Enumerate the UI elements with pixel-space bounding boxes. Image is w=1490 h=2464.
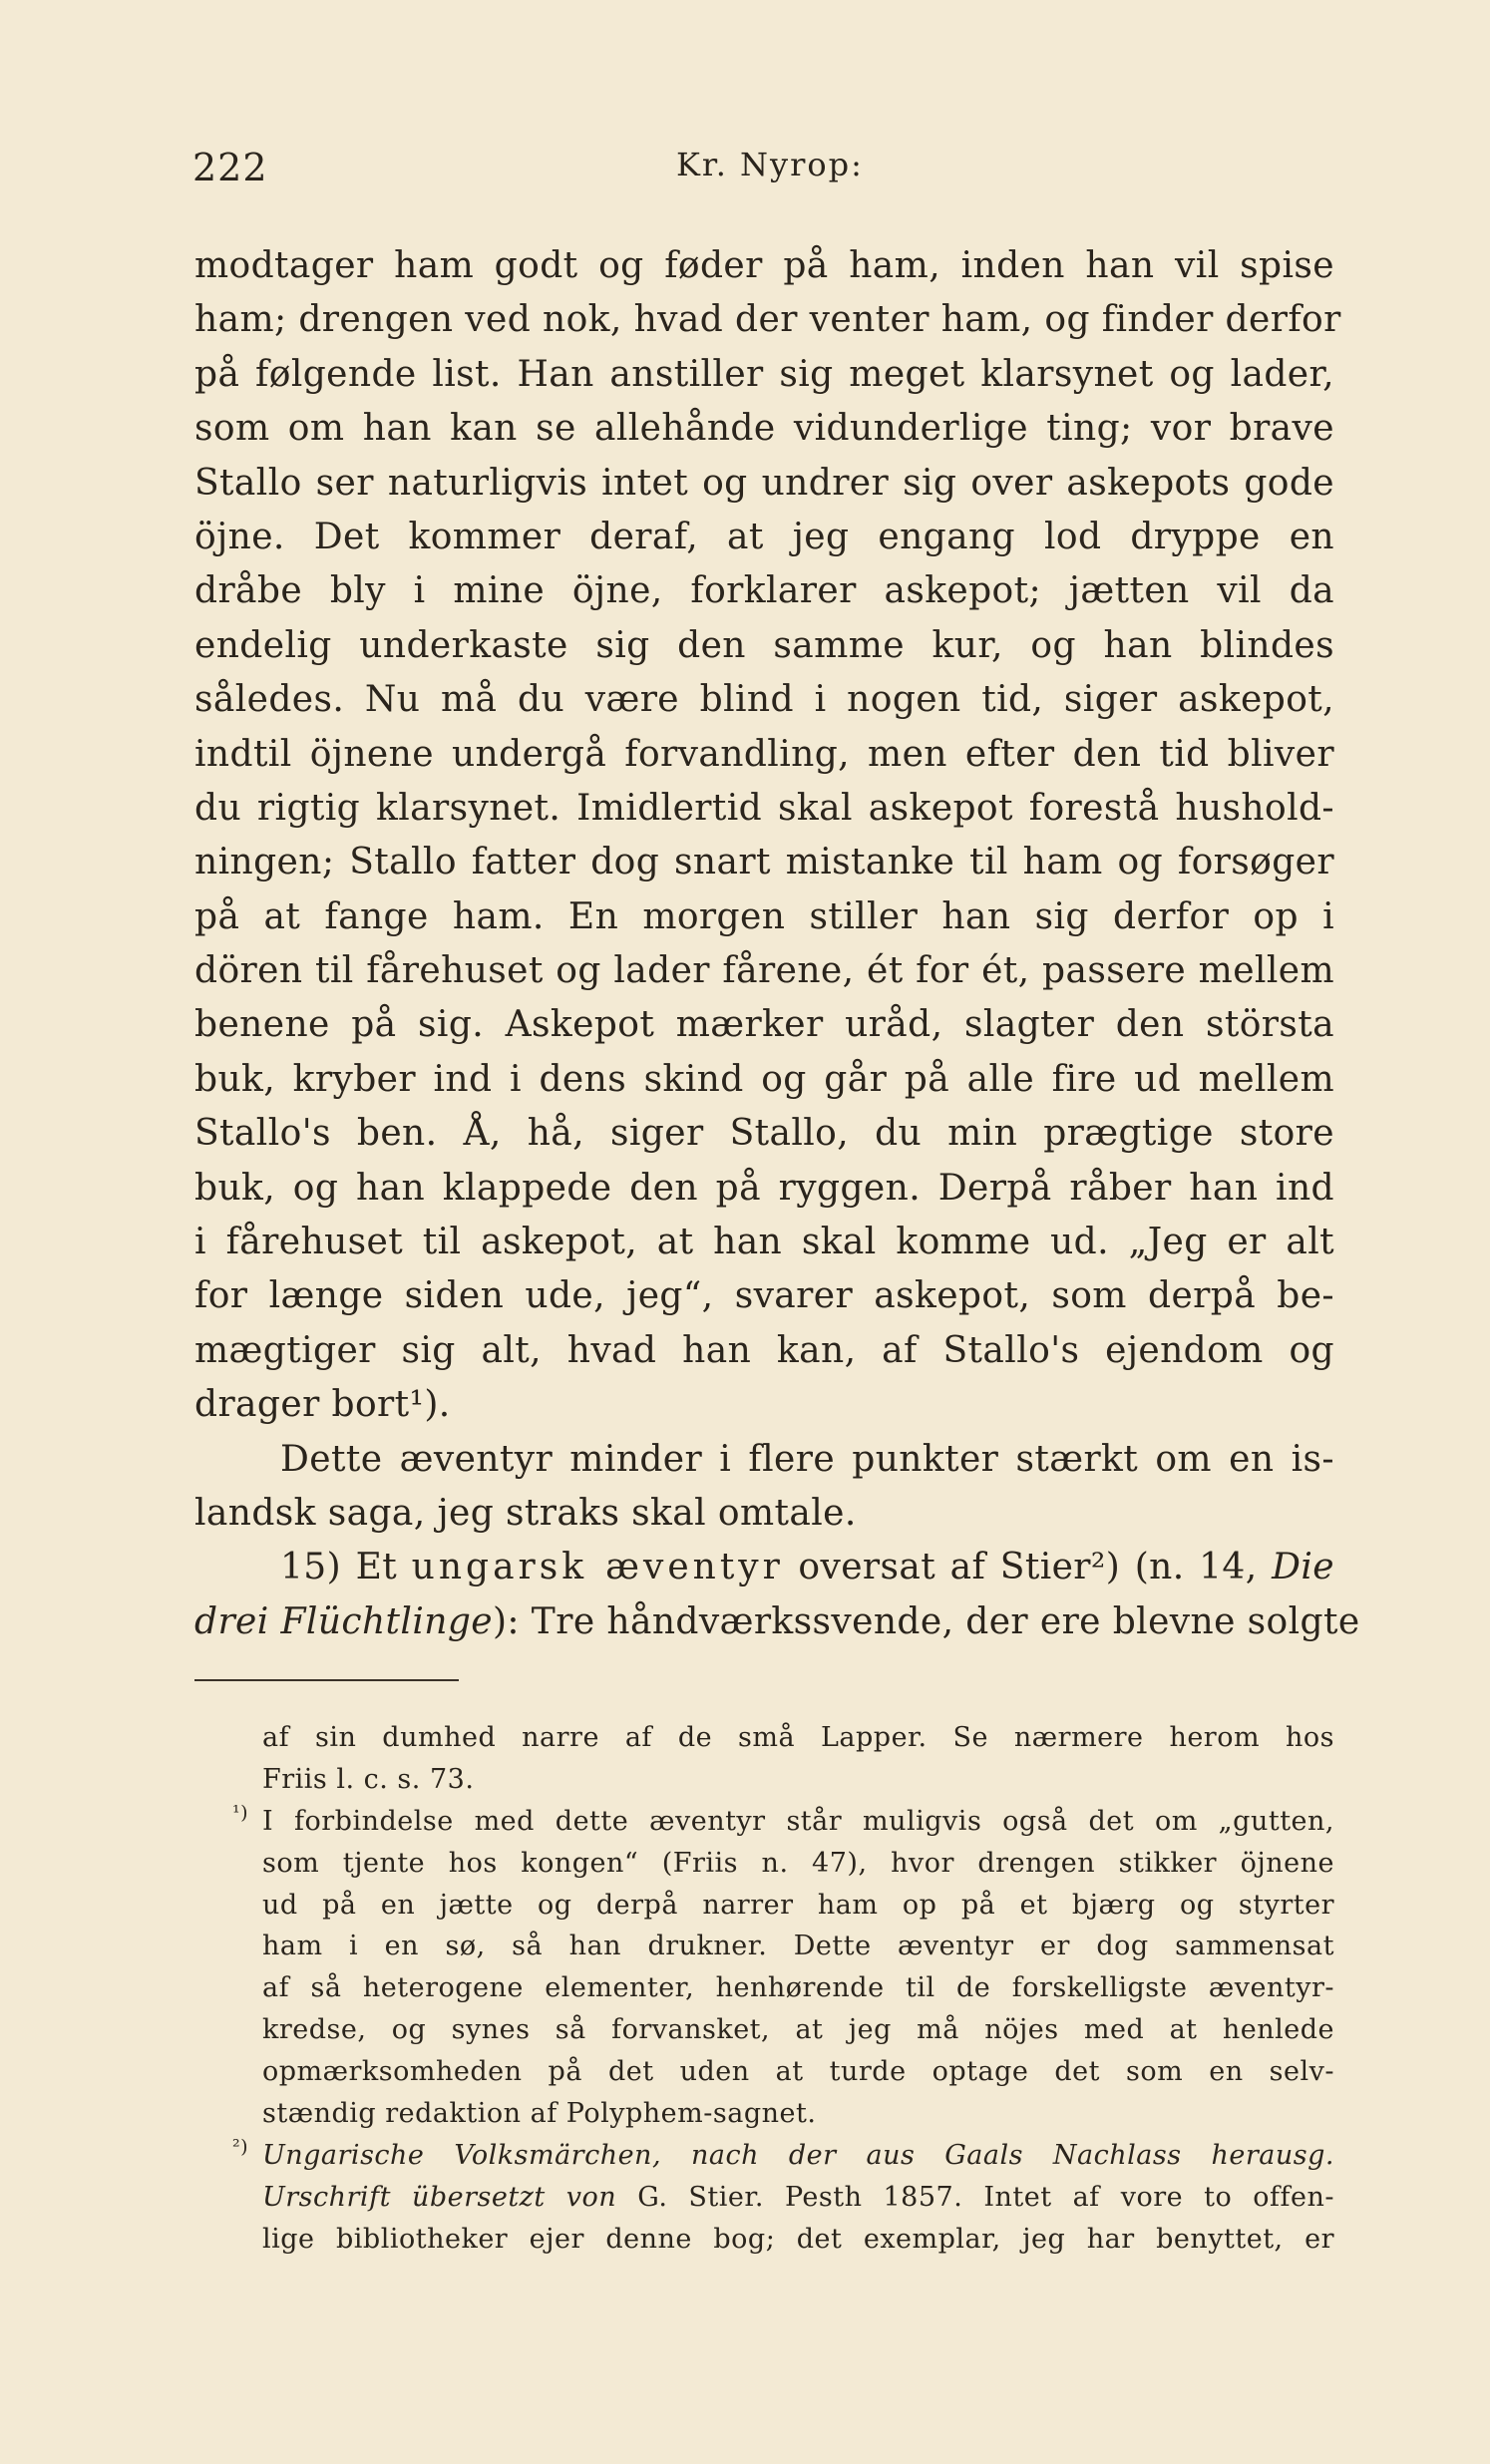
text-line: ningen; Stallo fatter dog snart mistanke til ham og forsøger — [194, 842, 1334, 883]
item-15-line-2 — [194, 1595, 1360, 1649]
footnote-1-line: opmærksomheden på det uden at turde optage det som en selv- — [262, 2056, 1334, 2088]
item-15-title-part-1: Die — [1272, 1547, 1334, 1588]
text-line: således. Nu må du være blind i nogen tid, siger askepot, — [194, 679, 1334, 721]
page-number: 222 — [192, 146, 268, 189]
footnote-1-line: kredse, og synes så forvansket, at jeg må nöjes med at henlede — [262, 2014, 1334, 2046]
item-15-line-1 — [194, 1541, 1334, 1594]
text-line: buk, kryber ind i dens skind og går på alle fire ud mellem — [194, 1058, 1334, 1100]
main-text — [194, 239, 1360, 1649]
text-line: benene på sig. Askepot mærker uråd, slagter den största — [194, 1004, 1334, 1046]
text-line: ham; drengen ved nok, hvad der venter ham, og finder derfor — [194, 299, 1341, 341]
footnote-1-line: ham i en sø, så han drukner. Dette æventyr er dog sammensat — [262, 1931, 1334, 1962]
text-line: du rigtig klarsynet. Imidlertid skal askepot forestå hushold- — [194, 787, 1334, 829]
text-line: på følgende list. Han anstiller sig meget klarsynet og lader, — [194, 353, 1334, 395]
footnote-1-line: stændig redaktion af Polyphem-sagnet. — [262, 2098, 817, 2130]
text-line: Stallo's ben. Å, hå, siger Stallo, du min prægtige store — [194, 1113, 1334, 1155]
running-head: Kr. Nyrop: — [676, 146, 864, 183]
item-15-source: oversat af Stier²) (n. 14, — [783, 1547, 1273, 1588]
text-line: indtil öjnene undergå forvandling, men efter den tid bliver — [194, 733, 1334, 775]
footnote-1-line: af så heterogene elementer, henhørende til de forskelligste æventyr- — [262, 1972, 1334, 2004]
item-15-spaced-title: ungarsk æventyr — [411, 1547, 784, 1588]
text-line: på at fange ham. En morgen stiller han sig derfor op i — [194, 895, 1334, 937]
text-line: dråbe bly i mine öjne, forklarer askepot; jætten vil da — [194, 570, 1334, 612]
footnote-continuation-line: af sin dumhed narre af de små Lapper. Se nærmere herom hos — [262, 1722, 1334, 1753]
footnote-1-line: ud på en jætte og derpå narrer ham op på et bjærg og styrter — [262, 1889, 1334, 1921]
footnote-rule — [194, 1679, 459, 1681]
page-header — [192, 146, 1334, 189]
footnote-2-line: lige bibliotheker ejer denne bog; det exemplar, jeg har benyttet, er — [262, 2223, 1334, 2255]
text-line: som om han kan se allehånde vidunderlige ting; vor brave — [194, 408, 1334, 450]
text-line: Stallo ser naturligvis intet og undrer sig over askepots gode — [194, 462, 1334, 504]
text-line: landsk saga, jeg straks skal omtale. — [194, 1492, 857, 1534]
footnote-2-marker: ²) — [232, 2135, 249, 2158]
item-15-number: 15) Et — [280, 1547, 412, 1588]
footnote-2-title-cont: Urschrift übersetzt von — [262, 2181, 617, 2213]
footnote-1-marker: ¹) — [232, 1801, 249, 1824]
text-line: dören til fårehuset og lader fårene, ét for ét, passere mellem — [194, 950, 1334, 992]
text-line: modtager ham godt og føder på ham, inden han vil spise — [194, 245, 1334, 286]
text-line: i fårehuset til askepot, at han skal komme ud. „Jeg er alt — [194, 1222, 1334, 1263]
footnote-1-line: som tjente hos kongen“ (Friis n. 47), hvor drengen stikker öjnene — [262, 1847, 1334, 1879]
text-line: drager bort¹). — [194, 1384, 451, 1426]
text-line: Dette æventyr minder i flere punkter stærkt om en is- — [280, 1438, 1334, 1480]
text-line: öjne. Det kommer deraf, at jeg engang lod dryppe en — [194, 516, 1334, 557]
footnote-2-line — [262, 2177, 1334, 2219]
footnote-1-text: I forbindelse med dette æventyr står muligvis også det om „gutten, — [262, 1805, 1334, 1837]
item-15-title-part-2: drei Flüchtlinge — [194, 1600, 493, 1642]
footnote-2-line — [232, 2135, 1334, 2177]
text-line: for længe siden ude, jeg“, svarer askepot, som derpå be- — [194, 1275, 1334, 1317]
text-line: buk, og han klappede den på ryggen. Derpå råber han ind — [194, 1167, 1334, 1209]
footnotes — [232, 1717, 1334, 2261]
item-15-text: ): Tre håndværkssvende, der ere blevne solgte — [492, 1600, 1360, 1642]
footnote-2-text: G. Stier. Pesth 1857. Intet af vore to offen- — [616, 2181, 1334, 2213]
text-line: mægtiger sig alt, hvad han kan, af Stallo's ejendom og — [194, 1329, 1334, 1371]
footnote-continuation-line: Friis l. c. s. 73. — [262, 1763, 475, 1795]
footnote-2-title: Ungarische Volksmärchen, nach der aus Gaals Nachlass herausg. — [262, 2139, 1334, 2171]
footnote-1-line — [232, 1801, 1334, 1843]
text-line: endelig underkaste sig den samme kur, og han blindes — [194, 624, 1334, 666]
